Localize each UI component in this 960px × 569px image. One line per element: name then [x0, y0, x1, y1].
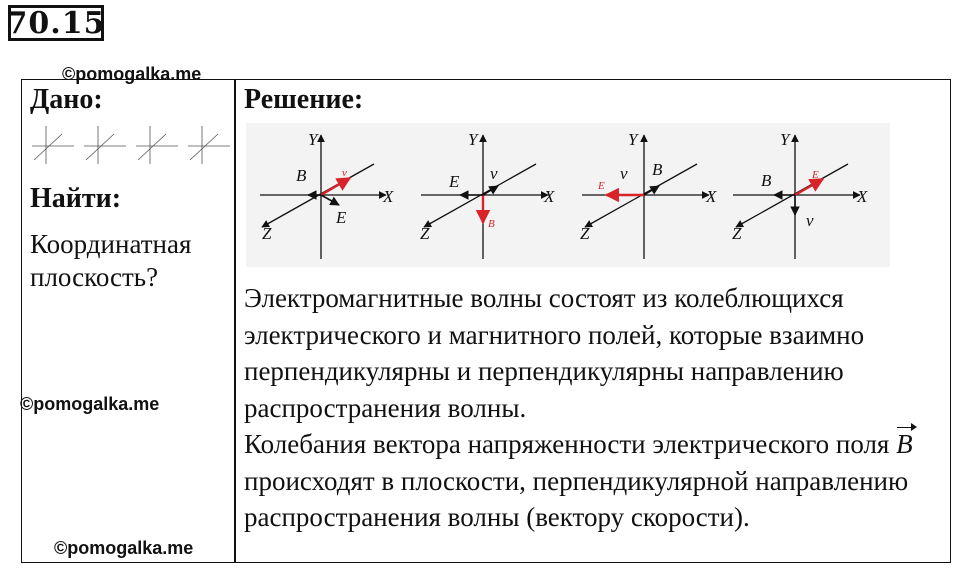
given-diagram-thumbnails — [24, 120, 232, 170]
explanation-paragraph-2 — [244, 426, 944, 536]
explanation-paragraph-1: Электромагнитные волны состоят из колеблющихся электрического и магнитного полей, которые взаимно перпендикулярны и перпендикулярны направлению распространения волны. — [244, 283, 865, 423]
vector-v-label: v — [620, 164, 628, 183]
x-axis-label: X — [383, 187, 394, 206]
y-axis-label: Y — [468, 130, 478, 149]
thumb-diagram-2 — [84, 126, 126, 164]
watermark: ©pomogalka.me — [20, 394, 160, 414]
vector-b-label: B — [652, 160, 663, 179]
vector-e-label: E — [812, 169, 819, 181]
find-question: Координатная плоскость? — [30, 229, 192, 292]
z-axis-label: Z — [262, 224, 272, 243]
vector-b-label: B — [488, 218, 495, 230]
column-divider — [234, 79, 236, 563]
y-axis-label: Y — [308, 130, 318, 149]
z-axis-label: Z — [732, 224, 742, 243]
x-axis-label: X — [544, 187, 555, 206]
x-axis-label: X — [706, 187, 717, 206]
paragraph-2-end: происходят в плоскости, перпендикулярной направлению распространения волны (вектору скорости). — [244, 465, 909, 532]
watermark: ©pomogalka.me — [54, 538, 194, 558]
solution-explanation — [244, 280, 944, 536]
find-heading: Найти: — [30, 183, 122, 214]
vector-v-label: v — [806, 211, 814, 230]
vector-v-label: v — [342, 167, 347, 179]
thumb-diagram-3 — [136, 126, 178, 164]
vector-v-label: v — [490, 164, 498, 183]
thumb-diagram-1 — [32, 126, 74, 164]
diagram-1 — [260, 130, 394, 259]
problem-number: 70.15 — [6, 5, 106, 41]
y-axis-label: Y — [628, 130, 638, 149]
diagram-4 — [732, 130, 868, 259]
watermark: ©pomogalka.me — [62, 64, 202, 84]
paragraph-2-start: Колебания вектора напряженности электрического поля — [244, 429, 890, 459]
vector-e-label: E — [598, 180, 605, 192]
thumb-diagram-4 — [188, 126, 230, 164]
vector-diagrams — [246, 123, 890, 267]
y-axis-label: Y — [780, 130, 790, 149]
vector-e-label: E — [449, 172, 460, 191]
z-axis-label: Z — [580, 224, 590, 243]
x-axis-label: X — [857, 187, 868, 206]
vector-e-label: E — [336, 208, 347, 227]
vector-b-label: B — [296, 166, 307, 185]
vector-b-symbol: B — [896, 426, 913, 463]
vector-b-label: B — [761, 171, 772, 190]
given-heading: Дано: — [30, 84, 103, 115]
solution-heading: Решение: — [244, 84, 364, 115]
diagram-2 — [420, 130, 555, 259]
diagram-3 — [580, 130, 717, 259]
z-axis-label: Z — [420, 224, 430, 243]
